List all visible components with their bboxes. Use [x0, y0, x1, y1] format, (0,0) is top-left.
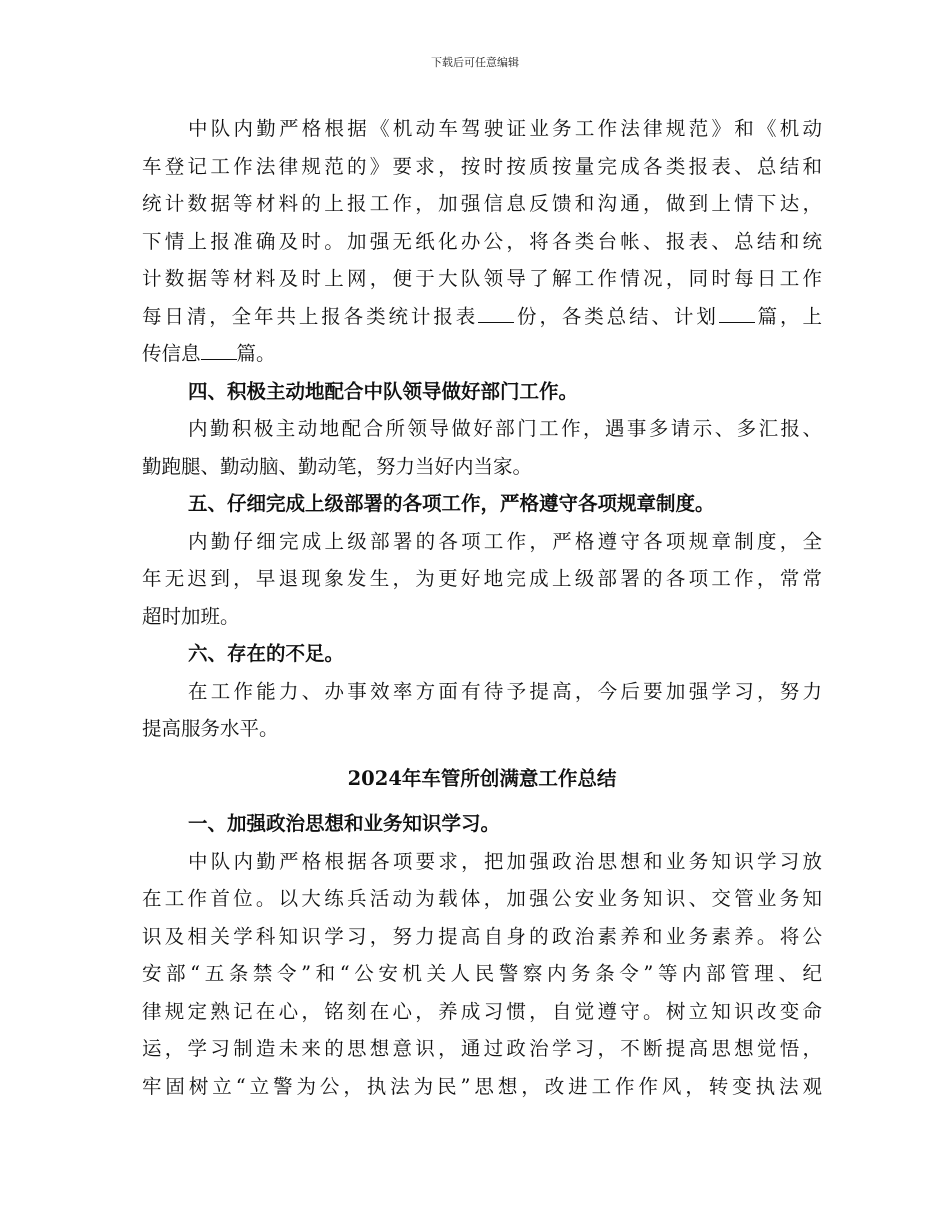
section-heading: 六、存在的不足。 — [188, 642, 345, 665]
paragraph-line: 安部“五条禁令”和“公安机关人民警察内务条令”等内部管理、纪 — [142, 962, 822, 985]
paragraph-line-with-blanks — [142, 298, 822, 336]
paragraph-line: 中队内勤严格根据《机动车驾驶证业务工作法律规范》和《机动 — [188, 117, 822, 140]
section-heading: 四、积极主动地配合中队领导做好部门工作。 — [188, 379, 579, 403]
paragraph-line: 在工作首位。以大练兵活动为载体，加强公安业务知识、交管业务知 — [142, 887, 822, 910]
section-heading: 五、仔细完成上级部署的各项工作，严格遵守各项规章制度。 — [188, 492, 715, 515]
text-fragment: 份，各类总结、计划 — [514, 304, 719, 328]
paragraph-line: 中队内勤严格根据各项要求，把加强政治思想和业务知识学习放 — [188, 849, 822, 873]
document-title: 2024年车管所创满意工作总结 — [347, 766, 617, 790]
fill-blank — [478, 308, 514, 323]
paragraph-line: 年无迟到，早退现象发生，为更好地完成上级部署的各项工作，常常 — [142, 567, 822, 590]
page-header: 下载后可任意编辑 — [431, 56, 519, 69]
section-heading: 一、加强政治思想和业务知识学习。 — [188, 812, 501, 835]
fill-blank — [201, 345, 237, 360]
paragraph-line: 提高服务水平。 — [142, 717, 279, 740]
paragraph-line: 下情上报准确及时。加强无纸化办公，将各类台帐、报表、总结和统 — [142, 229, 822, 253]
text-fragment: 传信息 — [142, 342, 201, 365]
paragraph-line: 车登记工作法律规范的》要求，按时按质按量完成各类报表、总结和 — [142, 154, 822, 178]
paragraph-line: 识及相关学科知识学习，努力提高自身的政治素养和业务素养。将公 — [142, 924, 822, 948]
paragraph-line: 内勤仔细完成上级部署的各项工作，严格遵守各项规章制度，全 — [188, 529, 822, 553]
paragraph-line: 计数据等材料及时上网，便于大队领导了解工作情况，同时每日工作 — [142, 267, 822, 290]
paragraph-line: 统计数据等材料的上报工作，加强信息反馈和沟通，做到上情下达， — [142, 192, 822, 215]
paragraph-line: 内勤积极主动地配合所领导做好部门工作，遇事多请示、多汇报、 — [188, 417, 822, 440]
text-fragment: 每日清，全年共上报各类统计报表 — [142, 304, 479, 328]
document-body — [142, 110, 822, 1105]
text-fragment: 篇。 — [236, 342, 276, 365]
paragraph-line: 在工作能力、办事效率方面有待予提高，今后要加强学习，努力 — [188, 679, 822, 703]
paragraph-line: 超时加班。 — [142, 604, 240, 628]
paragraph-line-with-blanks — [142, 335, 822, 373]
paragraph-line: 勤跑腿、勤动脑、勤动笔，努力当好内当家。 — [142, 454, 533, 478]
paragraph-line: 牢固树立“立警为公，执法为民”思想，改进工作作风，转变执法观 — [142, 1074, 822, 1098]
paragraph-line: 运，学习制造未来的思想意识，通过政治学习，不断提高思想觉悟， — [142, 1037, 822, 1060]
text-fragment: 篇，上 — [754, 304, 822, 328]
paragraph-line: 律规定熟记在心，铭刻在心，养成习惯，自觉遵守。树立知识改变命 — [142, 999, 822, 1023]
fill-blank — [719, 308, 755, 323]
